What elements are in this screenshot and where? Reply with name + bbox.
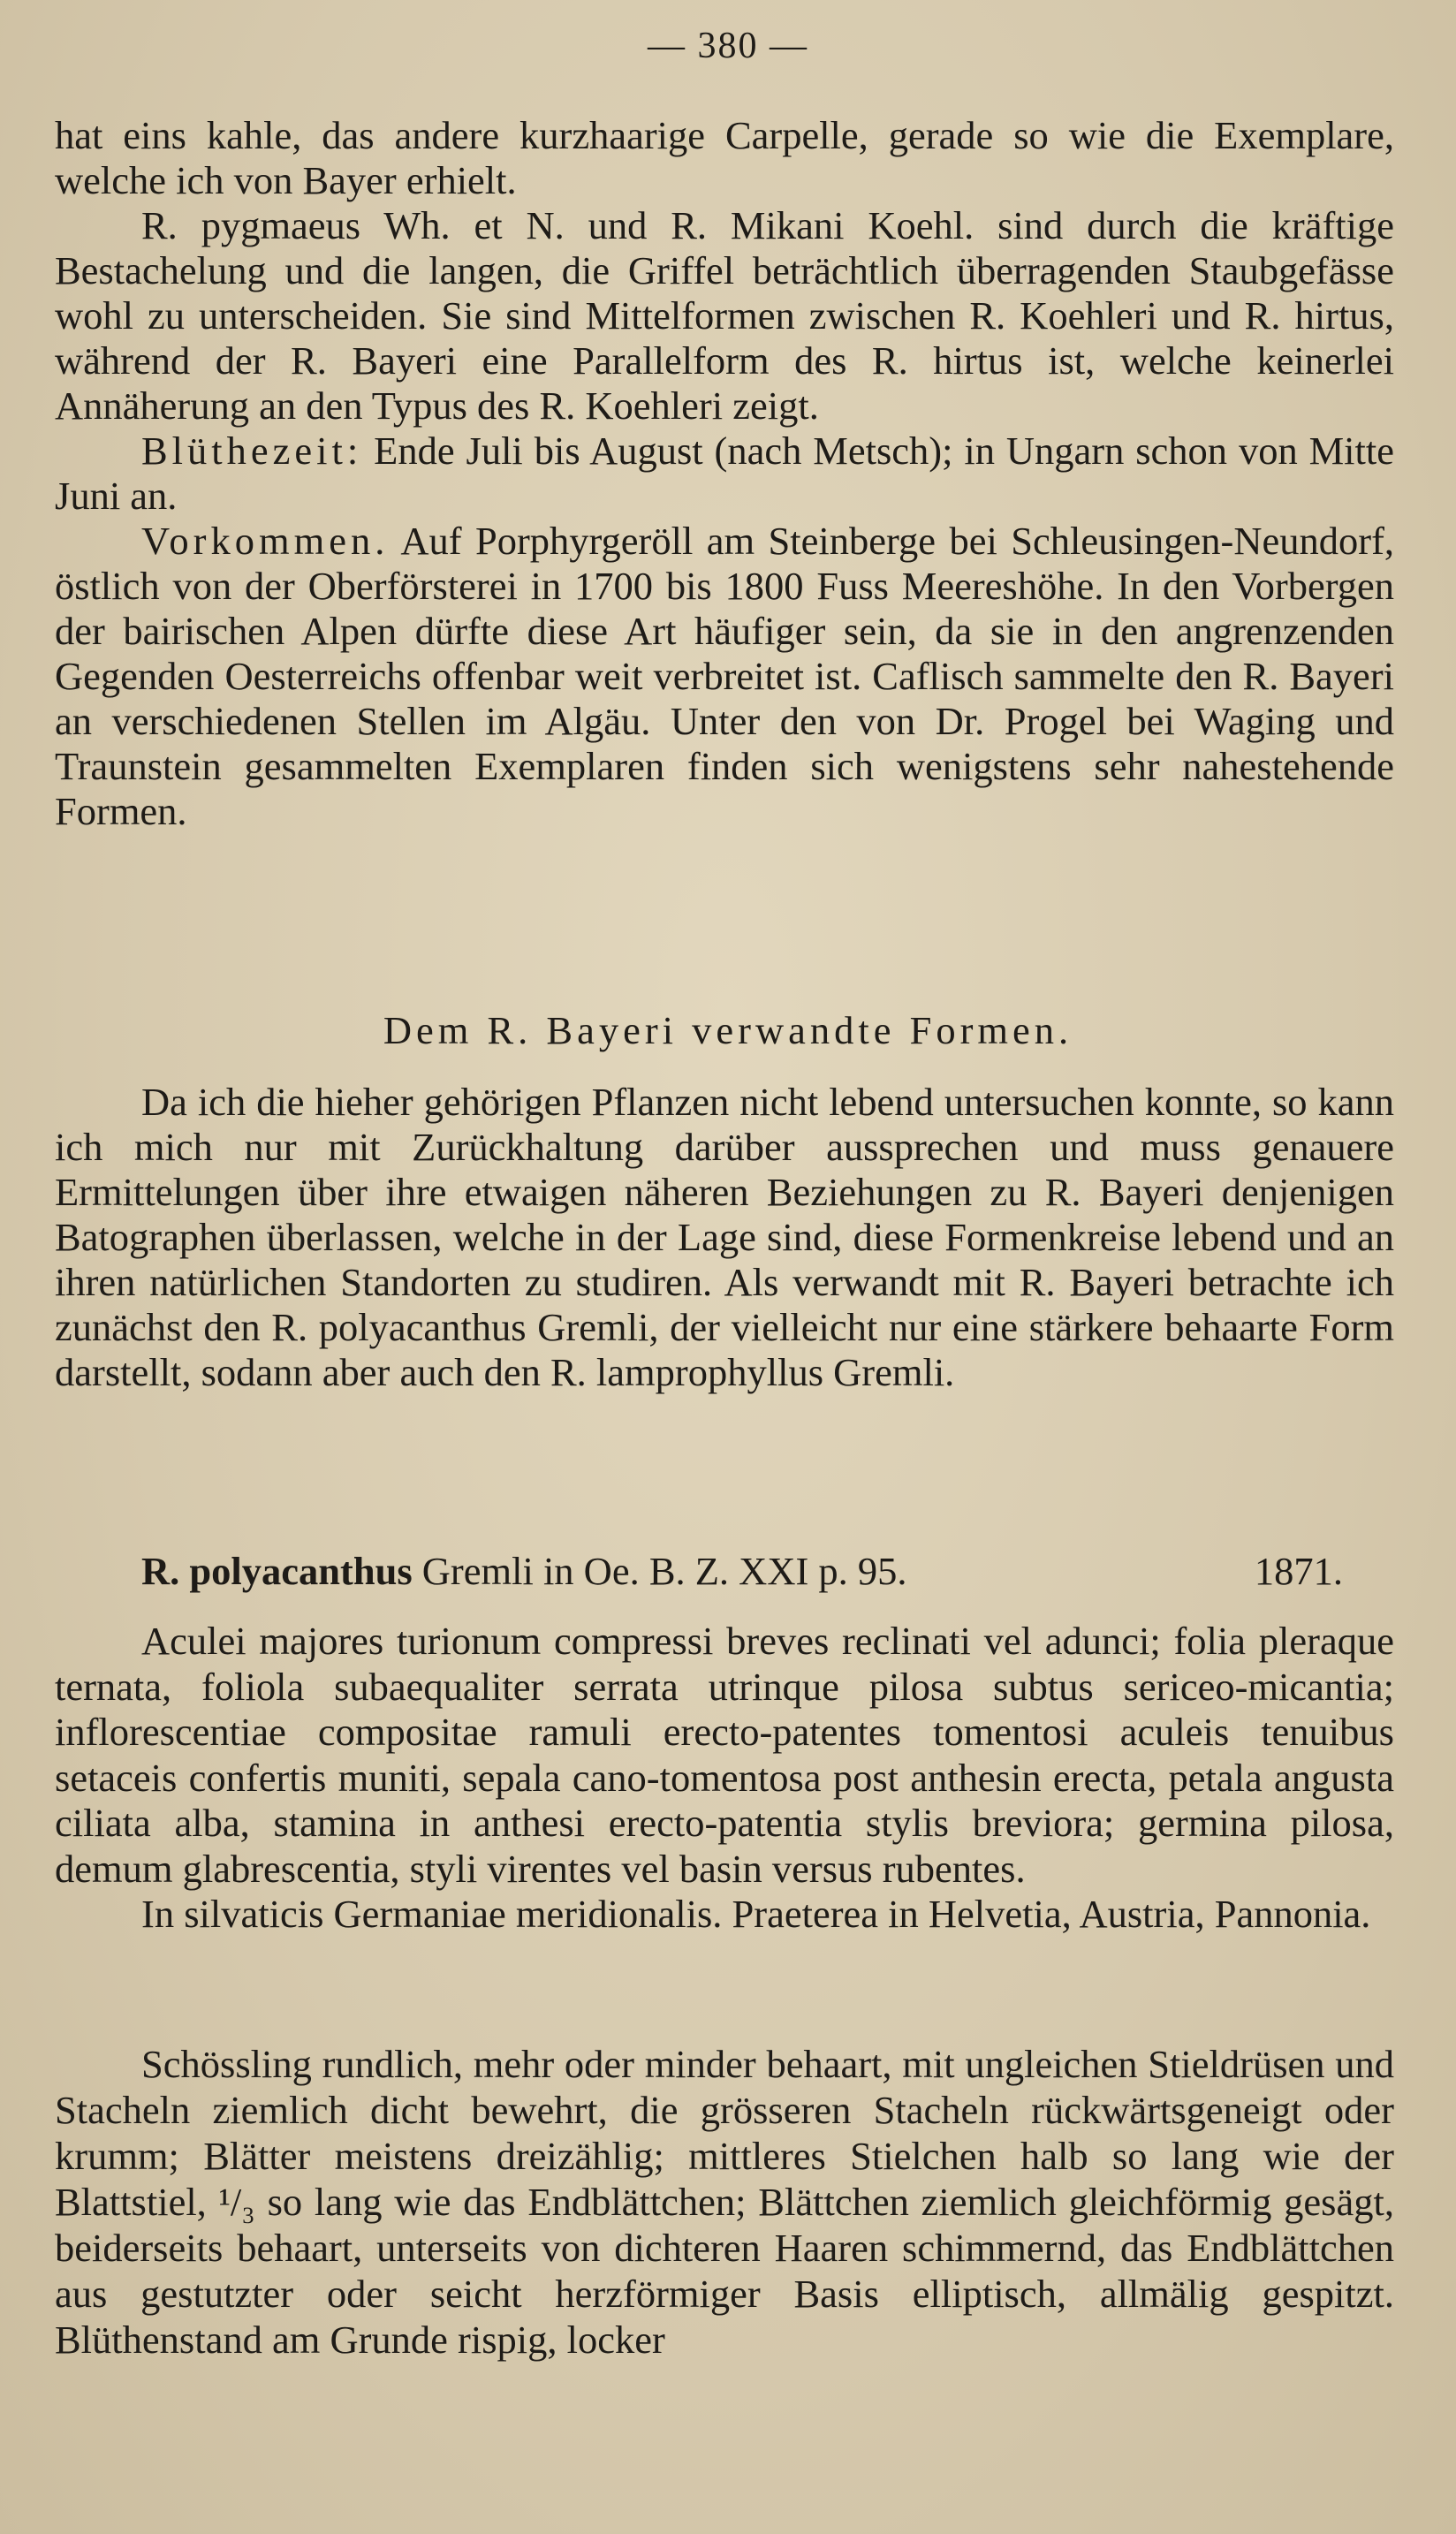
comparison-paragraph: R. pygmaeus Wh. et N. und R. Mikani Koehl. sind durch die kräftige Bestachelung und die langen, die Griffel beträchtlich überragenden Staubgefässe wohl zu unterscheiden. Sie sind Mittelformen zwischen R. Koehleri und R. hirtus, während der R. Bayeri eine Parallelform des R. hirtus ist, welche keinerlei Annäherung an den Typus des R. Koehleri zeigt. [55, 203, 1394, 428]
latin-text-block [55, 1619, 1394, 1938]
species-year: 1871. [1254, 1549, 1343, 1593]
section-heading: Dem R. Bayeri verwandte Formen. [383, 1008, 1073, 1052]
vorkommen-text: Auf Porphyrgeröll am Steinberge bei Schleusingen-Neundorf, östlich von der Oberförsterei in 1700 bis 1800 Fuss Meereshöhe. In den Vorbergen der bairischen Alpen dürfte diese Art häufiger sein, da sie in den angrenzenden Gegenden Oesterreichs offenbar weit verbreitet ist. Caflisch sammelte den R. Bayeri an verschiedenen Stellen im Algäu. Unter den von Dr. Progel bei Waging und Traunstein gesammelten Exemplaren finden sich wenigstens sehr nahestehende Formen. [55, 519, 1395, 833]
german-text-block [55, 2041, 1394, 2363]
species-citation: Gremli in Oe. B. Z. XXI p. 95. [421, 1549, 907, 1593]
top-text-block [55, 113, 1394, 834]
continuation-paragraph: hat eins kahle, das andere kurzhaarige Carpelle, gerade so wie die Exemplare, welche ich von Bayer erhielt. [55, 113, 1394, 202]
vorkommen-label: Vorkommen. [141, 519, 390, 563]
latin-habitat: In silvaticis Germaniae meridionalis. Praeterea in Helvetia, Austria, Pannonia. [141, 1892, 1371, 1936]
section-text-block [55, 1080, 1394, 1395]
page-number: — 380 — [648, 26, 808, 66]
vorkommen-paragraph [55, 519, 1394, 834]
section-paragraph: Da ich die hieher gehörigen Pflanzen nicht lebend untersuchen konnte, so kann ich mich nur mit Zurückhaltung darüber aussprechen und muss genauere Ermittelungen über ihre etwaigen näheren Beziehungen zu R. Bayeri denjenigen Batographen überlassen, welche in der Lage sind, diese Formenkreise lebend und an ihren natürlichen Standorten zu studiren. Als verwandt mit R. Bayeri betrachte ich zunächst den R. polyacanthus Gremli, der vielleicht nur eine stärkere behaarte Form darstellt, sodann aber auch den R. lamprophyllus Gremli. [55, 1080, 1394, 1394]
bluethezeit-paragraph [55, 429, 1394, 519]
bluethezeit-label: Blüthezeit: [141, 429, 363, 473]
species-name: R. polyacanthus [141, 1549, 413, 1593]
latin-description: Aculei majores turionum compressi breves reclinati vel adunci; folia pleraque ternata, foliola subaequaliter serrata utrinque pilosa subtus sericeo-micantia; inflorescentiae compositae ramuli erecto-patentes tomentosi aculeis tenuibus setaceis confertis muniti, sepala cano-tomentosa post anthesin erecta, petala angusta ciliata alba, stamina in anthesi erecto-patentia stylis breviora; germina pilosa, demum glabrescentia, styli virentes vel basin versus rubentes. [55, 1619, 1394, 1891]
bluethezeit-text: Ende Juli bis August (nach Metsch); in Ungarn schon von Mitte Juni an. [55, 429, 1395, 518]
german-description: Schössling rundlich, mehr oder minder behaart, mit ungleichen Stieldrüsen und Stacheln ziemlich dicht bewehrt, die grösseren Stacheln rückwärtsgeneigt oder krumm; Blätter meistens dreizählig; mittleres Stielchen halb so lang wie der Blattstiel, ¹/₃ so lang wie das Endblättchen; Blättchen ziemlich gleichförmig gesägt, beiderseits behaart, unterseits von dichteren Haaren schimmernd, das Endblättchen aus gestutzter oder seicht herzförmiger Basis elliptisch, allmälig gespitzt. Blüthenstand am Grunde rispig, locker [55, 2042, 1394, 2362]
species-heading [141, 1548, 1396, 1594]
